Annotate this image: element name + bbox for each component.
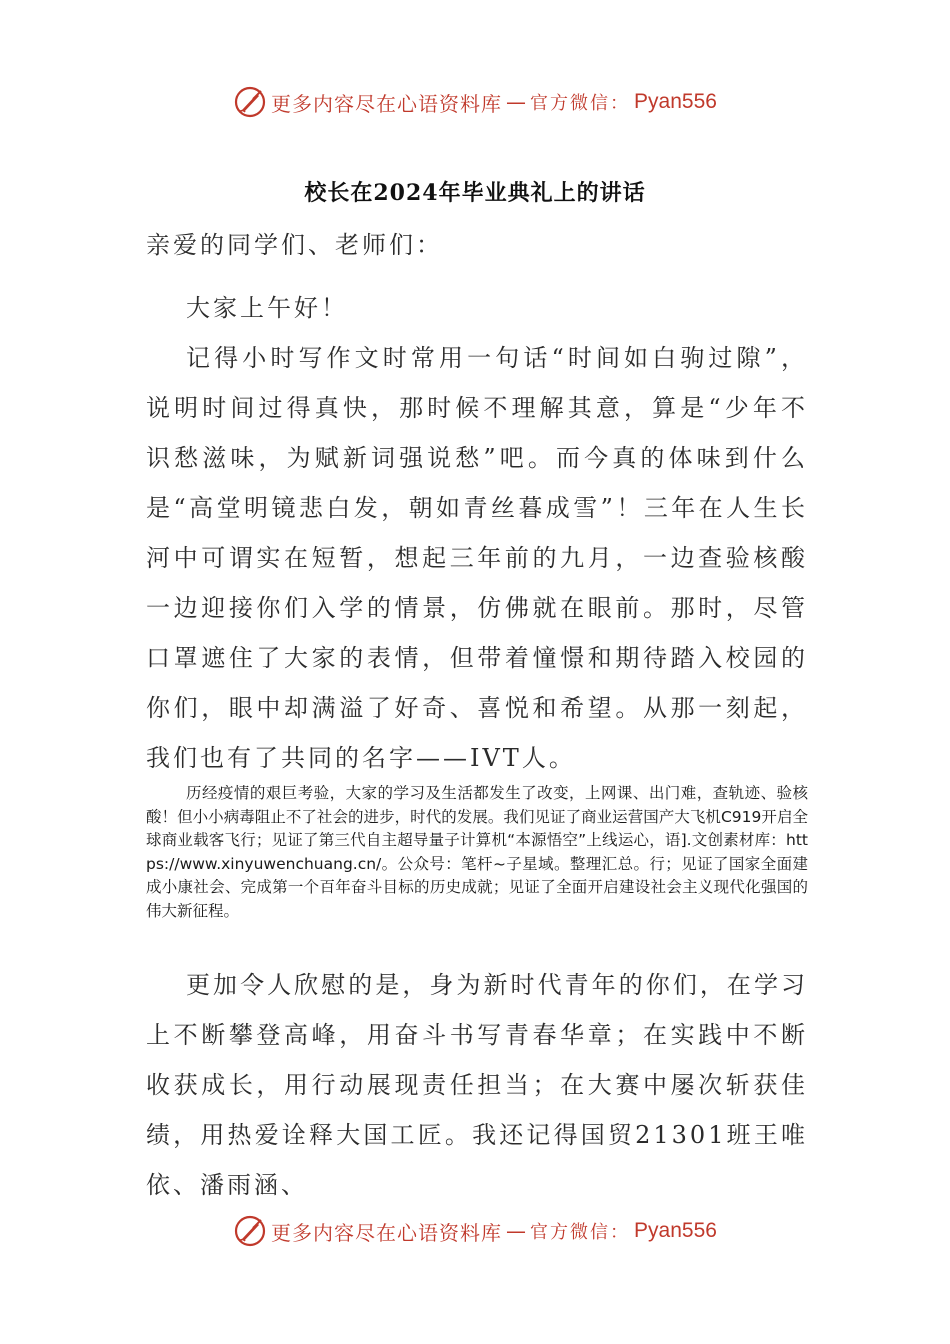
paragraph-2: 历经疫情的艰巨考验，大家的学习及生活都发生了改变，上网课、出门难，查轨迹、验核酸！但小小病毒阻止不了社会的进步，时代的发展。我们见证了商业运营国产大飞机C919开启全球商业载客飞行；见证了第三代自主超导量子计算机“本源悟空”上线运心，语].文创素材库：https://www.xinyuwenchuang.cn/。公众号：笔杆~子星域。整理汇总。行；见证了国家全面建成小康社会、完成第一个百年奋斗目标的历史成就；见证了全面开启建设社会主义现代化强国的伟大新征程。	[146, 784, 808, 920]
salutation: 亲爱的同学们、老师们：	[146, 231, 443, 259]
watermark-account: Pyan556	[634, 1219, 717, 1242]
quill-pen-icon	[233, 1214, 267, 1248]
paragraph-3: 更加令人欣慰的是，身为新时代青年的你们，在学习上不断攀登高峰，用奋斗书写青春华章；在实践中不断收获成长，用行动展现责任担当；在大赛中屡次斩获佳绩，用热爱诠释大国工匠。我还记得国贸21301班王唯依、潘雨涵、	[146, 971, 808, 1199]
quill-pen-icon	[233, 85, 267, 119]
paragraph-1: 记得小时写作文时常用一句话“时间如白驹过隙”，说明时间过得真快，那时候不理解其意，算是“少年不识愁滋味，为赋新词强说愁”吧。而今真的体味到什么是“高堂明镜悲白发，朝如青丝暮成雪”！三年在人生长河中可谓实在短暂，想起三年前的九月，一边查验核酸一边迎接你们入学的情景，仿佛就在眼前。那时，尽管口罩遮住了大家的表情，但带着憧憬和期待踏入校园的你们，眼中却满溢了好奇、喜悦和希望。从那一刻起，我们也有了共同的名字——IVT人。	[146, 344, 808, 772]
watermark-wechat-label: 官方微信：	[530, 93, 631, 114]
watermark-account: Pyan556	[634, 90, 717, 113]
document-title: 校长在2024年毕业典礼上的讲话	[304, 180, 646, 206]
greeting: 大家上午好！	[186, 294, 348, 322]
watermark-brand: 更多内容尽在心语资料库	[271, 1220, 503, 1245]
watermark-separator: —	[506, 1219, 527, 1243]
watermark-separator: —	[506, 90, 527, 114]
watermark-wechat-label: 官方微信：	[530, 1222, 631, 1243]
watermark-banner-top	[0, 82, 950, 122]
watermark-banner-bottom	[0, 1211, 950, 1251]
watermark-brand: 更多内容尽在心语资料库	[271, 91, 503, 116]
